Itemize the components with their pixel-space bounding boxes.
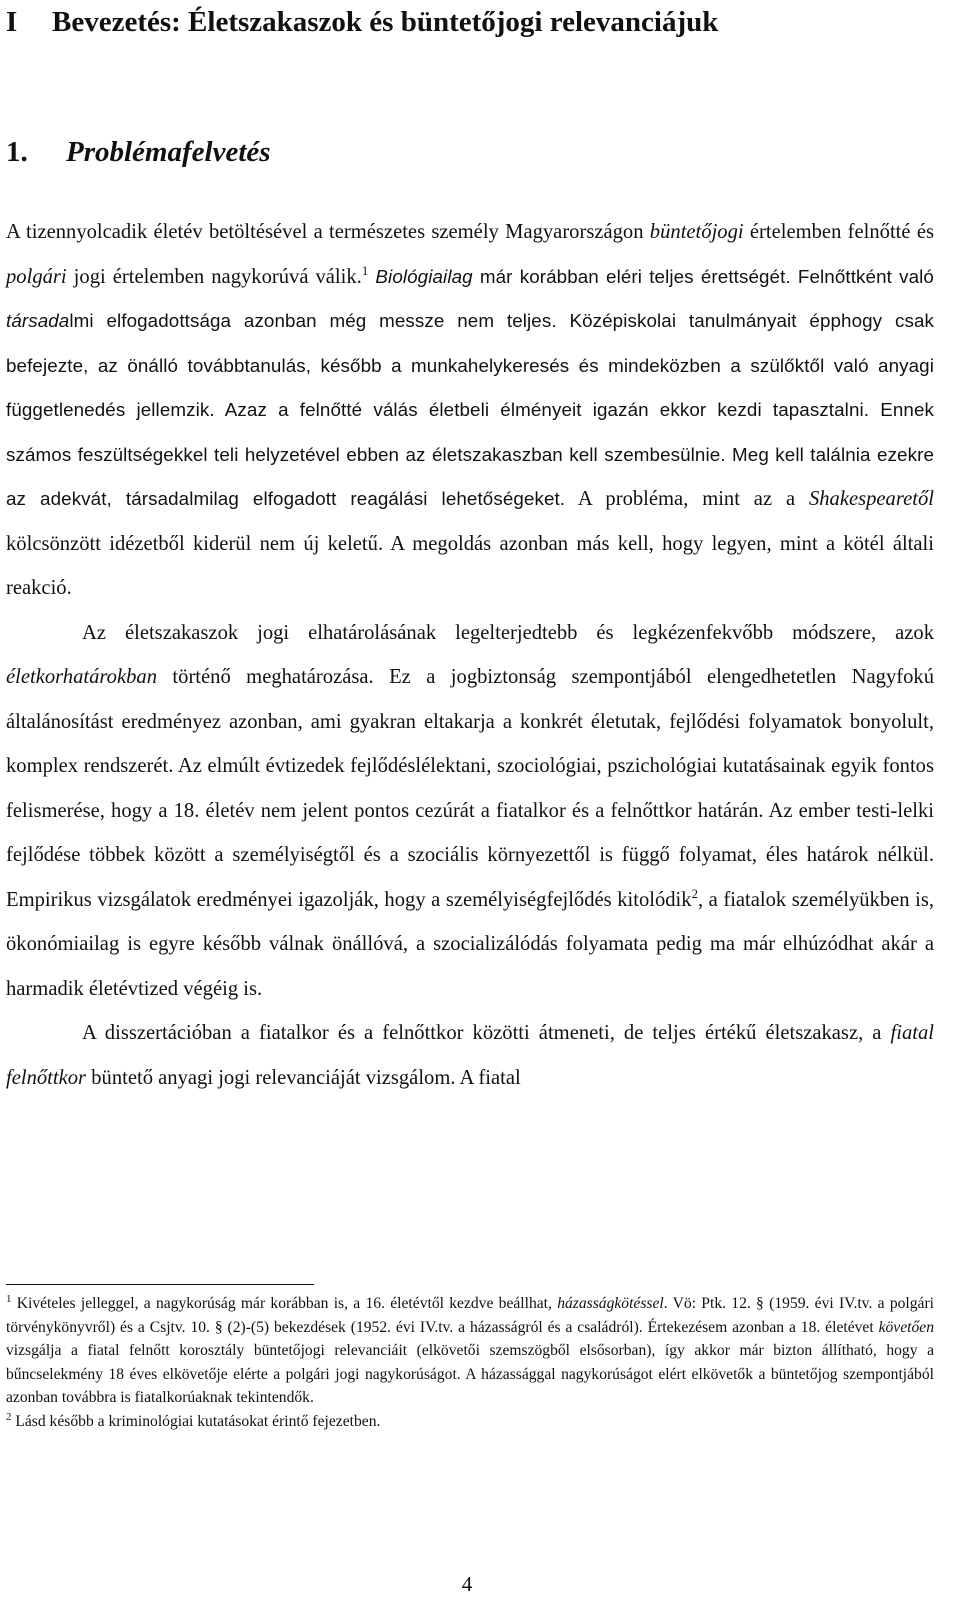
paragraph-text: jogi értelemben nagykorúvá válik. xyxy=(66,265,362,288)
chapter-heading xyxy=(6,2,718,42)
emphasis-text: követően xyxy=(878,1318,934,1336)
paragraph-text: már korábban eléri teljes érettségét. Felnőttként való xyxy=(472,265,934,287)
footnote-number: 1 xyxy=(6,1293,12,1305)
chapter-number: I xyxy=(6,6,18,38)
section-title: Problémafelvetés xyxy=(66,136,271,168)
footnote-text: Kivételes jelleggel, a nagykorúság már korábban is, a 16. életévtől kezdve beállhat, xyxy=(11,1295,558,1312)
emphasis-text: házasságkötéssel xyxy=(557,1295,664,1312)
body-text xyxy=(6,210,934,1100)
paragraph-text: lmi elfogadottsága azonban még messze nem teljes. Középiskolai tanulmányait épphogy csak befejezte, az önálló továbbtanulás, később a munkahelykeresés és mindeközben a szülőktől való anyagi függetlenedés jellemzik. Azaz a felnőtté válás életbeli élményeit igazán ekkor kezdi tapasztalni. Ennek számos feszültségekkel teli helyzetével ebben az életszakaszban kell szembesülnie. Meg kell találnia ezekre az adekvát, társadalmilag elfogadott reagálási lehetőségeket. xyxy=(6,310,934,509)
paragraph-text: A tizennyolcadik életév betöltésével a természetes személy Magyarországon xyxy=(6,221,650,243)
emphasis-text: polgári xyxy=(6,265,67,288)
paragraph-text: , a fiatalok személyükben is, ökonómiailag is egyre később válnak önállóvá, a szocializálódás folyamata pedig ma már elhúzódhat akár a harmadik életévtized végéig is. xyxy=(6,888,934,1000)
footnote-number: 2 xyxy=(6,1410,12,1423)
paragraph-text: Az életszakaszok jogi elhatárolásának legelterjedtebb és legkézenfekvőbb módszere, azok xyxy=(82,621,934,644)
paragraph-text: kölcsönzött idézetből kiderül nem új keletű. A megoldás azonban más kell, hogy legyen, mint a kötél általi reakció. xyxy=(6,532,934,599)
paragraph-text: A disszertációban a fiatalkor és a felnőttkor közötti átmeneti, de teljes értékű életszakasz, a xyxy=(82,1022,891,1044)
footnote-2 xyxy=(6,1410,934,1434)
footnote-text: . Vö: Ptk. 12. § (1959. évi IV.tv. a polgári törvénykönyvről) és a Csjtv. 10. § (2)-(5) bekezdések (1952. évi IV.tv. a házasságról és a családról). Értekezésem azonban a 18. életévet xyxy=(6,1295,935,1336)
page-number: 4 xyxy=(461,1572,473,1596)
emphasis-text: büntetőjogi xyxy=(649,221,744,243)
footnote-ref-2[interactable]: 2 xyxy=(691,886,698,901)
paragraph-3 xyxy=(6,1011,934,1100)
emphasis-text: életkorhatárokban xyxy=(6,666,157,688)
footnotes xyxy=(6,1292,934,1434)
footnote-ref-1[interactable]: 1 xyxy=(361,263,369,278)
paragraph-text: büntető anyagi jogi relevanciáját vizsgálom. A fiatal xyxy=(86,1066,521,1089)
paragraph-text: A probléma, mint az a xyxy=(565,488,809,510)
footnote-1 xyxy=(6,1292,934,1410)
paragraph-2 xyxy=(6,611,934,1012)
paragraph-1 xyxy=(6,210,934,611)
paragraph-text: történő meghatározása. Ez a jogbiztonság szempontjából elengedhetetlen Nagyfokú általánosítást eredményez azonban, ami gyakran eltakarja a konkrét életutak, fejlődési folyamatok bonyolult, komplex rendszerét. Az elmúlt évtizedek fejlődéslélektani, szociológiai, pszichológiai kutatásainak egyik fontos felismerése, hogy a 18. életév nem jelent pontos cezúrát a fiatalkor és a felnőttkor határán. Az ember testi-lelki fejlődése többek között a személyiségtől és a szociális környezettől is függő folyamat, éles határok nélkül. Empirikus vizsgálatok eredményei igazolják, hogy a személyiségfejlődés kitolódik xyxy=(6,666,934,911)
footnote-text: vizsgálja a fiatal felnőtt korosztály büntetőjogi relevanciáit (elkövetői szemszögből elsősorban), így akkor már bizton állítható, hogy a bűncselekmény 18 éves elkövetője elérte a polgári jogi nagykorúságot. A házassággal nagykorúságot elért elkövetők a büntetőjog szempontjából azonban továbbra is fiatalkorúaknak tekintendők. xyxy=(6,1342,934,1407)
paragraph-text-sans xyxy=(6,263,934,510)
section-number: 1. xyxy=(6,136,28,168)
emphasis-text: társada xyxy=(6,310,70,331)
chapter-title: Bevezetés: Életszakaszok és büntetőjogi relevanciájuk xyxy=(52,6,719,38)
emphasis-text: Biológiailag xyxy=(375,265,473,287)
section-heading xyxy=(6,132,271,172)
emphasis-text: fiatal felnőttkor xyxy=(6,1022,934,1089)
paragraph-text: értelemben felnőtté és xyxy=(743,221,934,243)
emphasis-text: Shakespearetől xyxy=(808,488,934,510)
footnote-separator xyxy=(6,1284,314,1285)
footnote-text: Lásd később a kriminológiai kutatásokat érintő fejezetben. xyxy=(11,1412,381,1430)
